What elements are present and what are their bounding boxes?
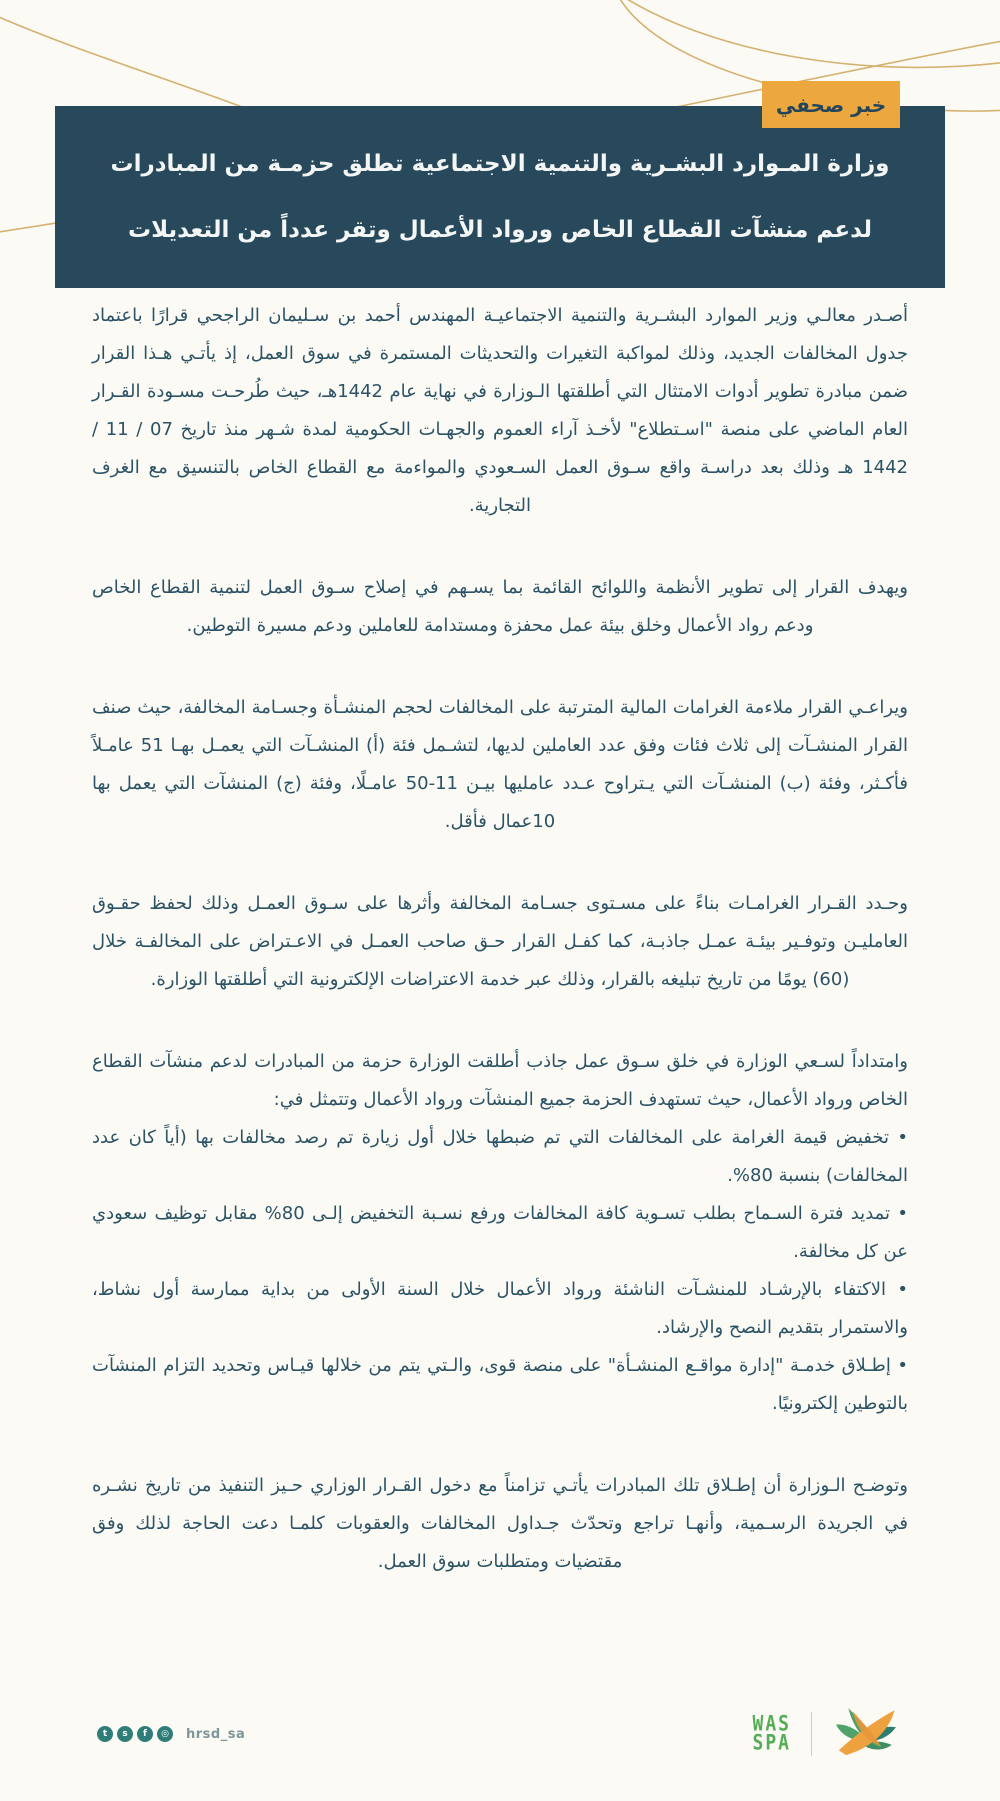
closing-paragraph: وتوضـح الـوزارة أن إطـلاق تلك المبادرات يأتـي تزامناً مع دخول القـرار الوزاري حـيز التنفيذ من تاريخ نشـره في الجريدة الرسـمية، وأنهـا تراجع وتحدّث جـداول المخالفات والعقوبات كلمـا دعت الحاجة لذلك وفق مقتضيات ومتطلبات سوق العمل.	[92, 1475, 908, 1572]
body-paragraph-2: ويهدف القرار إلى تطوير الأنظمة واللوائح القائمة بما يسـهم في إصلاح سـوق العمل لتنمية القطاع الخاص ودعم رواد الأعمال وخلق بيئة عمل محفزة ومستدامة للعاملين ودعم مسيرة التوطين.	[92, 577, 908, 636]
initiatives-block	[92, 1043, 908, 1423]
saudi-press-agency-logo	[752, 1711, 791, 1756]
instagram-icon[interactable]: ◎	[157, 1726, 173, 1742]
logos-row	[752, 1701, 900, 1767]
facebook-icon[interactable]: f	[137, 1726, 153, 1742]
title-banner	[55, 92, 945, 288]
body-paragraph-4: وحـدد القـرار الغرامـات بناءً على مسـتوى جسـامة المخالفة وأثرها على سـوق العمـل وذلك لحفظ حقـوق العامليـن وتوفـير بيئـة عمـل جاذبـة، كما كفـل القرار حـق صاحب العمـل في الاعـتراض على المخالفـة خلال (60) يومًا من تاريخ تبليغه بالقرار، وذلك عبر خدمة الاعتراضات الإلكترونية التي أطلقتها الوزارة.	[92, 893, 908, 990]
twitter-icon[interactable]: t	[97, 1726, 113, 1742]
initiative-bullet-4: • إطـلاق خدمـة "إدارة مواقـع المنشـأة" على منصة قوى، والـتي يتم من خلالها قيـاس وتحديد التزام المنشآت بالتوطين إلكترونيًا.	[92, 1355, 908, 1414]
initiative-bullet-1: • تخفيض قيمة الغرامة على المخالفات التي تم ضبطها خلال أول زيارة تم رصد مخالفات بها (أياً كان عدد المخالفات) بنسبة 80%.	[92, 1127, 908, 1186]
body-paragraph-3: ويراعـي القرار ملاءمة الغرامات المالية المترتبة على المخالفات لحجم المنشـأة وجسـامة المخالفة، حيث صنف القرار المنشـآت إلى ثلاث فئات وفق عدد العاملين لديها، لتشـمل فئة (أ) المنشـآت التي يعمـل بهـا 51 عامـلاً فأكـثر، وفئة (ب) المنشـآت التي يـتراوح عـدد عامليها بيـن 11-50 عامـلًا، وفئة (ج) المنشآت التي يعمل بها 10عمال فأقل.	[92, 697, 908, 832]
title-line-1: وزارة المـوارد البشـرية والتنمية الاجتماعية تطلق حزمـة من المبادرات	[110, 151, 890, 177]
social-handle: hrsd_sa	[186, 1726, 246, 1742]
footer	[97, 1700, 900, 1768]
press-badge-label: خبر صحفي	[775, 92, 887, 117]
initiative-bullet-2: • تمديد فترة السـماح بطلب تسـوية كافة المخالفات ورفع نسـبة التخفيض إلـى 80% مقابل توظيف سعودي عن كل مخالفة.	[92, 1203, 908, 1262]
social-row	[97, 1726, 245, 1742]
spa-logo-top: WAS	[752, 1711, 791, 1737]
spa-logo-bottom: SPA	[752, 1730, 791, 1756]
logo-divider	[811, 1712, 812, 1756]
banner-title	[55, 106, 945, 263]
body-paragraph-1: أصـدر معالـي وزير الموارد البشـرية والتنمية الاجتماعيـة المهندس أحمد بن سـليمان الراجحي قرارًا باعتماد جدول المخالفات الجديد، وذلك لمواكبة التغيرات والتحديثات المستمرة في سوق العمل، إذ يأتـي هـذا القرار ضمن مبادرة تطوير أدوات الامتثال التي أطلقتها الـوزارة في نهاية عام 1442هـ، حيث طُرحـت مسـودة القـرار العام الماضي على منصة "اسـتطلاع" لأخـذ آراء العموم والجهـات الحكومية لمدة شـهر منذ تاريخ 07 / 11 / 1442 هـ وذلك بعد دراسـة واقع سـوق العمل السـعودي والمواءمة مع القطاع الخاص بالتنسيق مع الغرف التجارية.	[92, 305, 908, 516]
initiative-bullet-3: • الاكتفاء بالإرشـاد للمنشـآت الناشئة ورواد الأعمال خلال السنة الأولى من بداية ممارسة أول نشاط، والاستمرار بتقديم النصح والإرشاد.	[92, 1279, 908, 1338]
title-line-2: لدعم منشآت القطاع الخاص ورواد الأعمال وتقر عدداً من التعديلات	[127, 217, 873, 243]
mhrsd-palm-logo	[832, 1701, 900, 1767]
article-body	[92, 297, 908, 1581]
snapchat-icon[interactable]: s	[117, 1726, 133, 1742]
initiatives-intro: وامتداداً لسـعي الوزارة في خلق سـوق عمل جاذب أطلقت الوزارة حزمة من المبادرات لدعم منشآت القطاع الخاص ورواد الأعمال، حيث تستهدف الحزمة جميع المنشآت ورواد الأعمال وتتمثل في:	[92, 1051, 908, 1110]
press-badge	[762, 81, 900, 128]
